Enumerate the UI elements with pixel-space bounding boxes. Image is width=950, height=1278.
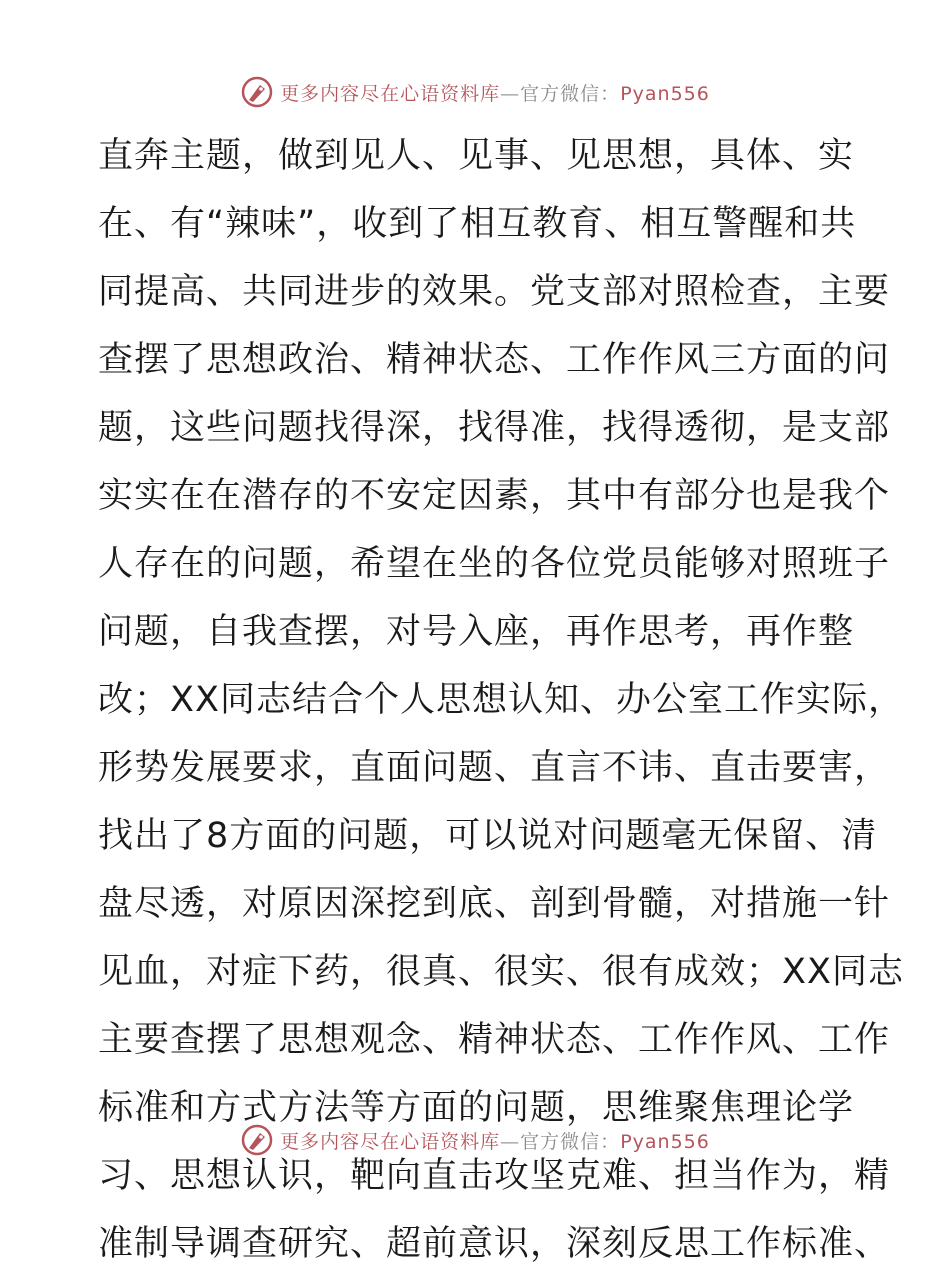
- footer-promo: 更多内容尽在心语资料库: [280, 1130, 501, 1153]
- footer-text: [280, 1127, 710, 1154]
- text-line: 在、有“辣味”，收到了相互教育、相互警醒和共: [98, 204, 857, 244]
- text-line: 实实在在潜存的不安定因素，其中有部分也是我个: [98, 476, 891, 516]
- footer-contact-label: 官方微信：: [520, 1130, 621, 1153]
- header-contact-id: Pyan556: [620, 82, 710, 105]
- text-line: 同提高、共同进步的效果。党支部对照检查，主要: [98, 272, 891, 312]
- footer-contact-id: Pyan556: [620, 1130, 710, 1153]
- header-banner: [0, 72, 950, 112]
- header-contact-label: 官方微信：: [520, 82, 621, 105]
- text-line: 形势发展要求，直面问题、直言不讳、直击要害，: [98, 748, 891, 788]
- text-line: 找出了8方面的问题，可以说对问题毫无保留、清: [98, 816, 878, 856]
- text-line: 见血，对症下药，很真、很实、很有成效；XX同志: [98, 952, 904, 992]
- text-line: 主要查摆了思想观念、精神状态、工作作风、工作: [98, 1020, 891, 1060]
- pen-nib-icon: [240, 75, 274, 109]
- text-line: 问题，自我查摆，对号入座，再作思考，再作整: [98, 612, 855, 652]
- text-line: 盘尽透，对原因深挖到底、剖到骨髓，对措施一针: [98, 884, 891, 924]
- text-line: 准制导调查研究、超前意识，深刻反思工作标准、: [98, 1224, 891, 1264]
- header-dash: —: [500, 82, 521, 105]
- text-line: 题，这些问题找得深，找得准，找得透彻，是支部: [98, 408, 891, 448]
- text-line: 习、思想认识，靶向直击攻坚克难、担当作为，精: [98, 1156, 891, 1196]
- text-line: 直奔主题，做到见人、见事、见思想，具体、实: [98, 136, 855, 176]
- text-line: 人存在的问题，希望在坐的各位党员能够对照班子: [98, 544, 891, 584]
- footer-banner: [0, 1120, 950, 1160]
- text-line: 查摆了思想政治、精神状态、工作作风三方面的问: [98, 340, 891, 380]
- text-line: 改；XX同志结合个人思想认知、办公室工作实际，: [98, 680, 904, 720]
- pen-nib-icon: [240, 1123, 274, 1157]
- document-body: [98, 122, 904, 1278]
- header-promo: 更多内容尽在心语资料库: [280, 82, 501, 105]
- header-text: [280, 79, 710, 106]
- text-line: 标准和方式方法等方面的问题，思维聚焦理论学: [98, 1088, 855, 1128]
- footer-dash: —: [500, 1130, 521, 1153]
